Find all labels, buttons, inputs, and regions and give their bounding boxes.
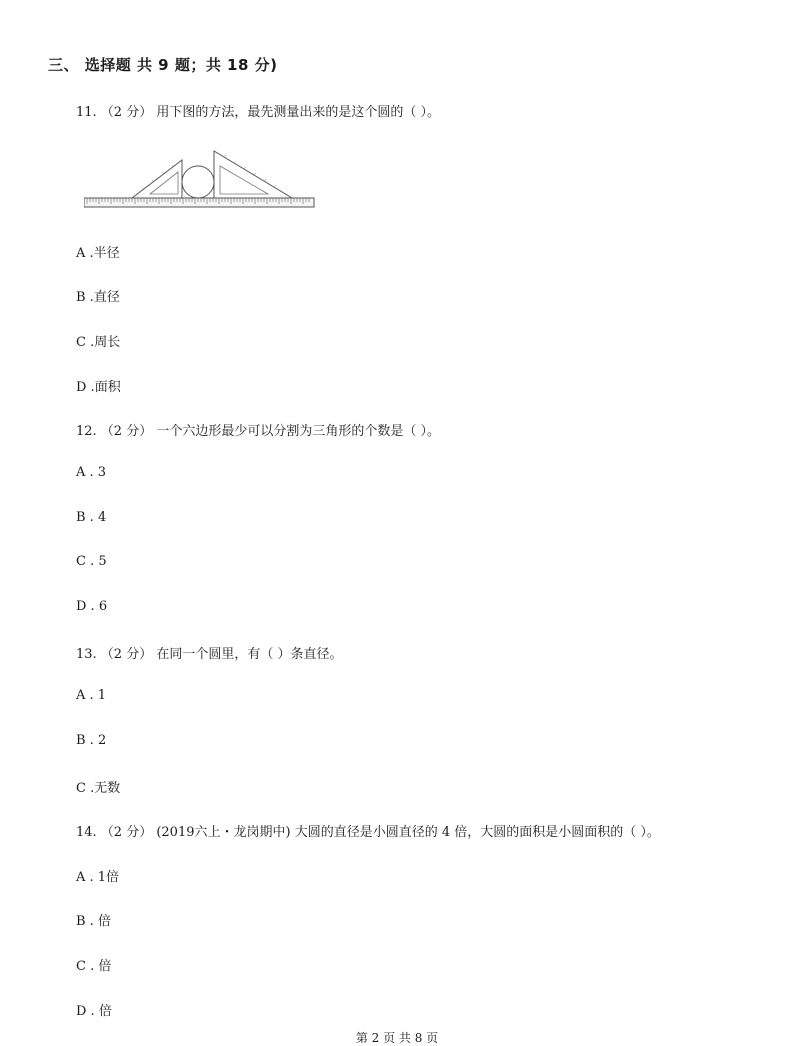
q11-option-c[interactable]: C .周长 — [76, 335, 121, 350]
q14-option-b[interactable]: B . 倍 — [76, 914, 111, 929]
q14-option-d[interactable]: D . 倍 — [76, 1004, 112, 1019]
measured-circle — [182, 166, 214, 198]
q12-option-c[interactable]: C . 5 — [76, 554, 107, 569]
q12-option-a[interactable]: A . 3 — [76, 465, 107, 480]
q13-option-a[interactable]: A . 1 — [76, 688, 107, 703]
section-title: 三、 选择题 共 9 题；共 18 分) — [48, 56, 278, 74]
question-13-stem: 13. （2 分） 在同一个圆里，有（ ）条直径。 — [76, 647, 343, 662]
q11-option-d[interactable]: D .面积 — [76, 380, 121, 395]
question-12-stem: 12. （2 分） 一个六边形最少可以分割为三角形的个数是（ ）。 — [76, 424, 440, 439]
q11-option-a[interactable]: A .半径 — [76, 246, 120, 261]
ruler-triangles-circle-figure — [84, 148, 316, 214]
left-set-square — [132, 160, 182, 198]
ruler-body — [84, 198, 314, 207]
question-11-stem: 11. （2 分） 用下图的方法，最先测量出来的是这个圆的（ ）。 — [76, 105, 440, 120]
question-14-stem: 14. （2 分） (2019六上・龙岗期中) 大圆的直径是小圆直径的 4 倍，大圆的面积是小圆面积的（ ）。 — [76, 825, 660, 840]
q14-option-a[interactable]: A . 1倍 — [76, 870, 120, 885]
q13-option-b[interactable]: B . 2 — [76, 733, 107, 748]
q13-option-c[interactable]: C .无数 — [76, 781, 121, 796]
q12-option-d[interactable]: D . 6 — [76, 599, 108, 614]
right-set-square — [214, 151, 292, 198]
page-footer: 第 2 页 共 8 页 — [355, 1031, 439, 1045]
q12-option-b[interactable]: B . 4 — [76, 510, 107, 525]
q11-option-b[interactable]: B .直径 — [76, 290, 120, 305]
q14-option-c[interactable]: C . 倍 — [76, 959, 112, 974]
